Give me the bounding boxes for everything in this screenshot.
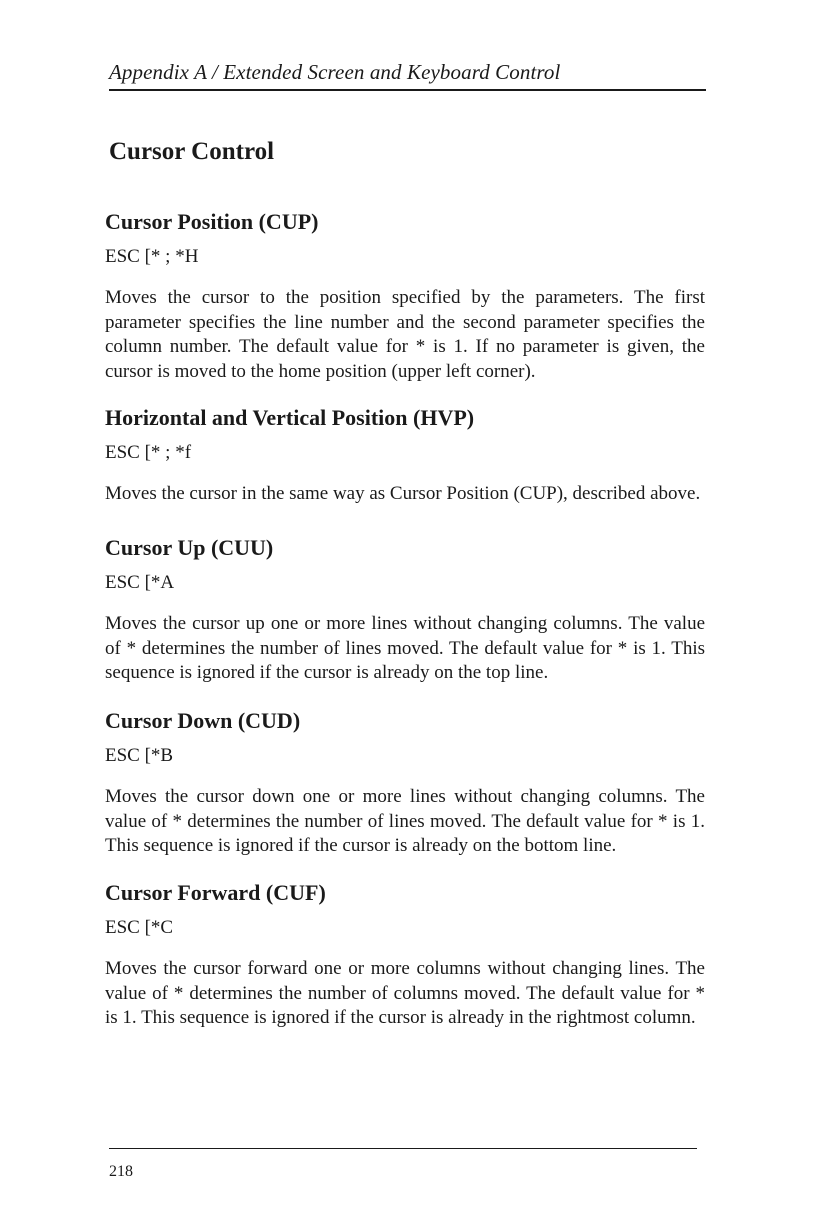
- running-head: Appendix A / Extended Screen and Keyboard Control: [109, 60, 706, 91]
- escape-sequence: ESC [*A: [105, 572, 175, 593]
- entry-cursor-forward: [105, 878, 705, 1031]
- section-title: Cursor Control: [109, 138, 275, 165]
- escape-sequence: ESC [*B: [105, 745, 174, 766]
- entry-cursor-up: [105, 533, 705, 686]
- entry-description: Moves the cursor up one or more lines without changing columns. The value of * determines the number of lines moved. The default value for * is 1. This sequence is ignored if the cursor is already on the top line.: [105, 613, 705, 683]
- entry-title: Horizontal and Vertical Position (HVP): [105, 405, 475, 430]
- entry-title: Cursor Forward (CUF): [105, 880, 326, 905]
- entry-description: Moves the cursor forward one or more columns without changing lines. The value of * determines the number of columns moved. The default value for * is 1. This sequence is ignored if the cursor is already in the rightmost column.: [105, 958, 705, 1028]
- entry-horizontal-vertical-position: [105, 403, 705, 507]
- entry-description: Moves the cursor to the position specified by the parameters. The first parameter specifies the line number and the second parameter specifies the column number. The default value for * is 1. If no parameter is given, the cursor is moved to the home position (upper left corner).: [105, 287, 705, 382]
- escape-sequence: ESC [*C: [105, 917, 174, 938]
- entry-title: Cursor Position (CUP): [105, 209, 319, 234]
- entry-description: Moves the cursor in the same way as Cursor Position (CUP), described above.: [105, 483, 701, 504]
- entry-title: Cursor Up (CUU): [105, 535, 274, 560]
- footer-rule: [109, 1148, 697, 1149]
- page-number: 218: [109, 1163, 133, 1180]
- entry-cursor-down: [105, 706, 705, 859]
- entry-description: Moves the cursor down one or more lines without changing columns. The value of * determines the number of lines moved. The default value for * is 1. This sequence is ignored if the cursor is already on the bottom line.: [105, 786, 705, 856]
- entry-cursor-position: [105, 207, 705, 384]
- escape-sequence: ESC [* ; *f: [105, 442, 192, 463]
- escape-sequence: ESC [* ; *H: [105, 246, 199, 267]
- entry-title: Cursor Down (CUD): [105, 708, 301, 733]
